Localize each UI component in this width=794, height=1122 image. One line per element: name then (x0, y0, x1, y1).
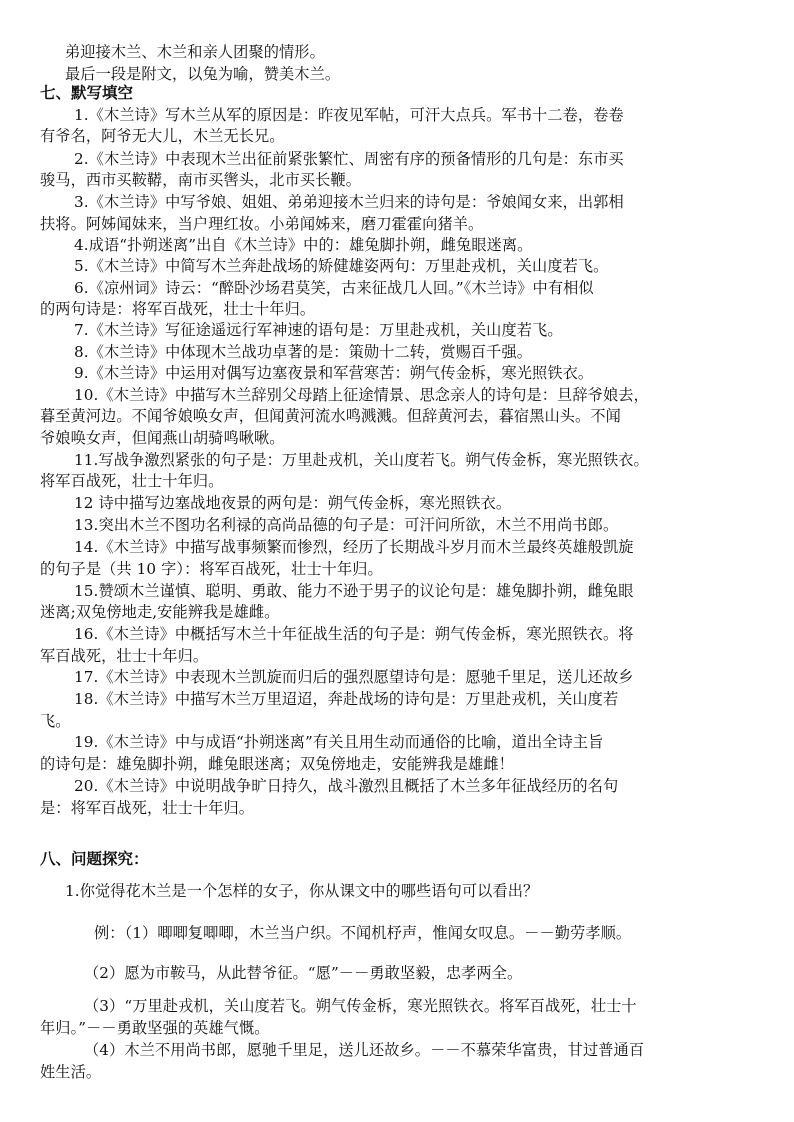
fill-item-line: 10.《木兰诗》中描写木兰辞别父母踏上征途情景、思念亲人的诗句是：旦辞爷娘去， (74, 386, 649, 404)
fill-item-line: 8.《木兰诗》中体现木兰战功卓著的是：策勋十二转，赏赐百千强。 (74, 343, 533, 361)
fill-item-line: 暮至黄河边。不闻爷娘唤女声，但闻黄河流水鸣溅溅。但辞黄河去，暮宿黑山头。不闻 (40, 407, 621, 425)
fill-item-line: 20.《木兰诗》中说明战争旷日持久，战斗激烈且概括了木兰多年征战经历的名句 (74, 777, 619, 795)
fill-item-line: 9.《木兰诗》中运用对偶写边塞夜景和军营寒苦：朔气传金柝，寒光照铁衣。 (74, 364, 594, 382)
fill-item-line: 13.突出木兰不图功名利禄的高尚品德的句子是：可汗问所欲，木兰不用尚书郎。 (74, 516, 619, 534)
example-line: 年归。”－－勇敢坚强的英雄气慨。 (40, 1019, 270, 1037)
fill-item-line: 军百战死，壮士十年归。 (40, 647, 209, 665)
fill-item-line: 2.《木兰诗》中表现木兰出征前紧张繁忙、周密有序的预备情形的几句是：东市买 (74, 150, 624, 168)
fill-item-line: 将军百战死，壮士十年归。 (40, 472, 224, 490)
intro-line: 最后一段是附文，以兔为喻，赞美木兰。 (65, 65, 341, 83)
example-line: （4）木兰不用尚书郎，愿驰千里足，送儿还故乡。－－不慕荣华富贵，甘过普通百 (84, 1041, 645, 1059)
fill-item-line: 骏马，西市买鞍鞯，南市买辔头，北市买长鞭。 (40, 171, 362, 189)
fill-item-line: 是：将军百战死，壮士十年归。 (40, 799, 255, 817)
fill-item-line: 5.《木兰诗》中简写木兰奔赴战场的矫健雄姿两句：万里赴戎机，关山度若飞。 (74, 257, 609, 275)
fill-item-line: 11.写战争激烈紧张的句子是：万里赴戎机，关山度若飞。朔气传金柝，寒光照铁衣。 (74, 451, 649, 469)
section-heading: 七、默写填空 (40, 84, 134, 102)
example-line: 例：（1）唧唧复唧唧，木兰当户织。不闻机杼声，惟闻女叹息。－－勤劳孝顺。 (94, 924, 632, 942)
intro-line: 弟迎接木兰、木兰和亲人团聚的情形。 (65, 43, 325, 61)
fill-item-line: 迷离;双兔傍地走,安能辨我是雄雌。 (40, 603, 280, 621)
section-heading: 八、问题探究： (40, 850, 149, 868)
fill-item-line: 7.《木兰诗》写征途遥远行军神速的语句是：万里赴戎机，关山度若飞。 (74, 321, 563, 339)
fill-item-line: 有爷名，阿爷无大儿，木兰无长兄。 (40, 127, 285, 145)
example-line: （2）愿为市鞍马，从此替爷征。“愿”－－勇敢坚毅，忠孝两全。 (84, 964, 523, 982)
fill-item-line: 18.《木兰诗》中描写木兰万里迢迢，奔赴战场的诗句是：万里赴戎机，关山度若 (74, 690, 619, 708)
example-line: 姓生活。 (40, 1063, 102, 1081)
fill-item-line: 15.赞颂木兰谨慎、聪明、勇敢、能力不逊于男子的议论句是：雄兔脚扑朔，雌兔眼 (74, 582, 634, 600)
fill-item-line: 扶将。阿姊闻妹来，当户理红妆。小弟闻姊来，磨刀霍霍向猪羊。 (40, 215, 484, 233)
fill-item-line: 12 诗中描写边塞战地夜景的两句是：朔气传金柝，寒光照铁衣。 (74, 494, 512, 512)
fill-item-line: 3.《木兰诗》中写爷娘、姐姐、弟弟迎接木兰归来的诗句是：爷娘闻女来，出郭相 (74, 193, 624, 211)
fill-item-line: 6.《凉州词》诗云：“醉卧沙场君莫笑，古来征战几人回。”《木兰诗》中有相似 (74, 279, 594, 297)
fill-item-line: 4.成语“扑朔迷离”出自《木兰诗》中的：雄兔脚扑朔，雌兔眼迷离。 (74, 236, 533, 254)
example-line: （3）“万里赴戎机，关山度若飞。朔气传金柝，寒光照铁衣。将军百战死，壮士十 (84, 997, 637, 1015)
fill-item-line: 的句子是（共 10 字）：将军百战死，壮士十年归。 (40, 560, 383, 578)
fill-item-line: 14.《木兰诗》中描写战事频繁而惨烈，经历了长期战斗岁月而木兰最终英雄般凯旋 (74, 538, 634, 556)
fill-item-line: 19.《木兰诗》中与成语“扑朔迷离”有关且用生动而通俗的比喻，道出全诗主旨 (74, 733, 604, 751)
question-text: 1.你觉得花木兰是一个怎样的女子，你从课文中的哪些语句可以看出？ (65, 882, 539, 900)
fill-item-line: 飞。 (40, 712, 71, 730)
fill-item-line: 的诗句是：雄兔脚扑朔，雌兔眼迷离；双兔傍地走，安能辨我是雄雌！ (40, 755, 514, 773)
fill-item-line: 17.《木兰诗》中表现木兰凯旋而归后的强烈愿望诗句是：愿驰千里足，送儿还故乡 (74, 668, 634, 686)
fill-item-line: 爷娘唤女声，但闻燕山胡骑鸣啾啾。 (40, 429, 285, 447)
fill-item-line: 的两句诗是：将军百战死，壮士十年归。 (40, 300, 316, 318)
fill-item-line: 1.《木兰诗》写木兰从军的原因是：昨夜见军帖，可汗大点兵。军书十二卷，卷卷 (74, 106, 624, 124)
fill-item-line: 16.《木兰诗》中概括写木兰十年征战生活的句子是：朔气传金柝，寒光照铁衣。将 (74, 625, 634, 643)
